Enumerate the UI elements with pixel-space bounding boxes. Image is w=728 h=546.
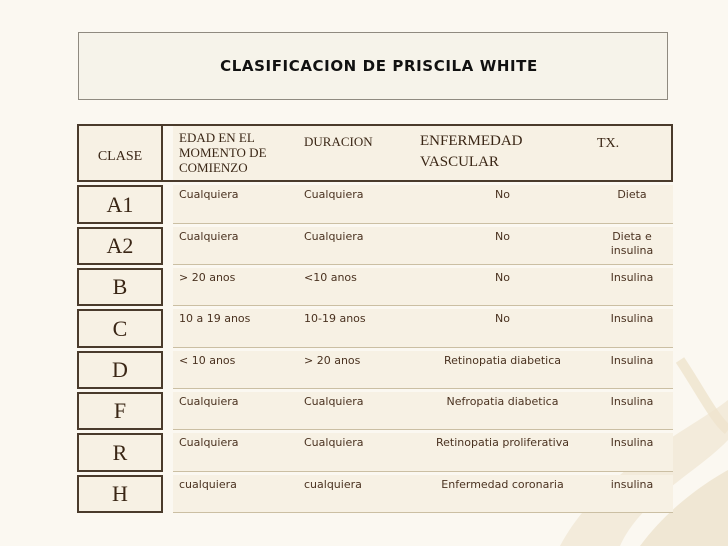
edad-cell: 10 a 19 anos	[173, 309, 298, 347]
clase-cell: R	[77, 433, 163, 471]
clase-cell: F	[77, 392, 163, 430]
table-row	[77, 227, 673, 265]
column-gap	[163, 351, 173, 389]
duracion-cell: <10 anos	[298, 268, 414, 306]
tx-cell: Dieta	[591, 185, 673, 223]
table-row	[77, 309, 673, 347]
tx-cell: Insulina	[591, 268, 673, 306]
column-gap	[163, 227, 173, 265]
enfermedad-cell: Nefropatia diabetica	[414, 392, 591, 430]
tx-cell: Insulina	[591, 433, 673, 471]
clase-cell: A1	[77, 185, 163, 223]
edad-cell: cualquiera	[173, 475, 298, 513]
edad-cell: Cualquiera	[173, 392, 298, 430]
tx-cell: insulina	[591, 475, 673, 513]
duracion-cell: Cualquiera	[298, 227, 414, 265]
header-duracion: DURACION	[298, 124, 414, 182]
clase-cell: A2	[77, 227, 163, 265]
edad-cell: < 10 anos	[173, 351, 298, 389]
enfermedad-cell: Retinopatia diabetica	[414, 351, 591, 389]
table-row	[77, 433, 673, 471]
column-gap	[163, 392, 173, 430]
table-row	[77, 392, 673, 430]
header-enfermedad: ENFERMEDAD VASCULAR	[414, 124, 591, 182]
tx-cell: Insulina	[591, 309, 673, 347]
header-tx: TX.	[591, 124, 673, 182]
enfermedad-cell: Retinopatia proliferativa	[414, 433, 591, 471]
enfermedad-cell: No	[414, 309, 591, 347]
title-box	[78, 32, 668, 100]
duracion-cell: Cualquiera	[298, 433, 414, 471]
page-title: CLASIFICACION DE PRISCILA WHITE	[220, 57, 538, 75]
enfermedad-cell: No	[414, 185, 591, 223]
table-row	[77, 351, 673, 389]
table-row	[77, 268, 673, 306]
edad-cell: Cualquiera	[173, 227, 298, 265]
header-clase: CLASE	[77, 124, 163, 182]
column-gap	[163, 433, 173, 471]
duracion-cell: Cualquiera	[298, 392, 414, 430]
column-gap	[163, 309, 173, 347]
enfermedad-cell: No	[414, 227, 591, 265]
header-edad: EDAD EN EL MOMENTO DE COMIENZO	[173, 124, 298, 182]
duracion-cell: 10-19 anos	[298, 309, 414, 347]
priscila-white-table	[77, 121, 673, 516]
tx-cell: Dieta e insulina	[591, 227, 673, 265]
clase-cell: B	[77, 268, 163, 306]
duracion-cell: cualquiera	[298, 475, 414, 513]
enfermedad-cell: Enfermedad coronaria	[414, 475, 591, 513]
tx-cell: Insulina	[591, 351, 673, 389]
column-gap	[163, 268, 173, 306]
clase-cell: H	[77, 475, 163, 513]
tx-cell: Insulina	[591, 392, 673, 430]
table-row	[77, 185, 673, 223]
edad-cell: > 20 anos	[173, 268, 298, 306]
duracion-cell: Cualquiera	[298, 185, 414, 223]
duracion-cell: > 20 anos	[298, 351, 414, 389]
column-gap	[163, 124, 173, 182]
clase-cell: D	[77, 351, 163, 389]
edad-cell: Cualquiera	[173, 433, 298, 471]
clase-cell: C	[77, 309, 163, 347]
edad-cell: Cualquiera	[173, 185, 298, 223]
table-header-row	[77, 124, 673, 182]
column-gap	[163, 185, 173, 223]
enfermedad-cell: No	[414, 268, 591, 306]
column-gap	[163, 475, 173, 513]
table-row	[77, 475, 673, 513]
